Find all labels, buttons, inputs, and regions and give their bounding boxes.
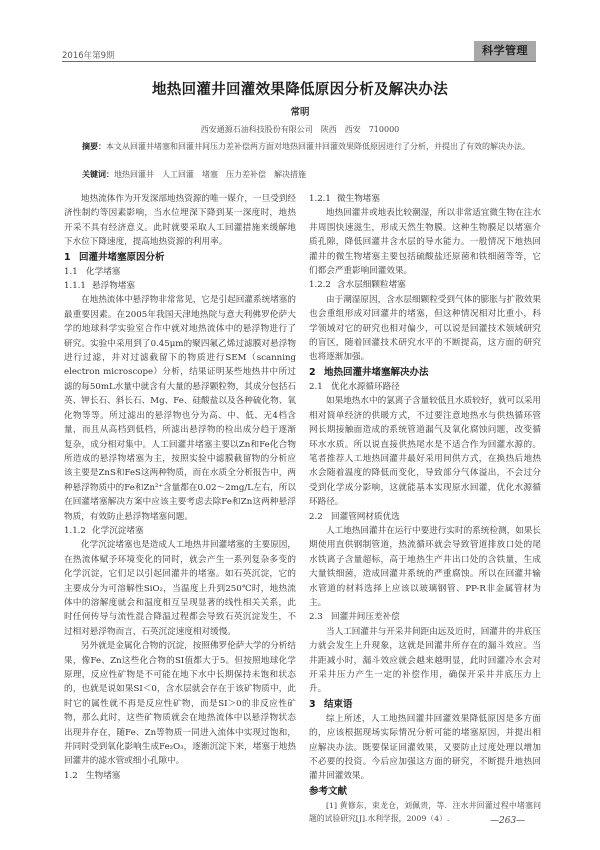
- abstract-label: 摘要：: [82, 142, 106, 151]
- intro-paragraph: 地热流体作为开发深部地热资源的唯一媒介，一旦受到经济性制约等因素影响，当水位埋深下降到某一深度时，地热开采不具有经济意义。此时就要采取人工回灌措施来缓解地下水位下降速度，提高地热资源的利用率。: [64, 194, 296, 248]
- author-name: 常明: [290, 107, 310, 118]
- paragraph-conclusion: 综上所述，人工地热回灌井回灌效果降低原因是多方面的，应该根据现场实际情况分析可能的堵塞原因，并提出相应解决办法。既要保证回灌效果，又要防止过度处理以增加不必要的投资。今后应加强这方面的研究，不断提升地热回灌井回灌效果。: [309, 713, 541, 782]
- heading-1-2-2: 1.2.2 含水层细颗粒堵塞: [309, 280, 406, 291]
- abstract-text: 本文从回灌井堵塞和回灌井间压力差补偿两方面对地热回灌井回灌效果降低原因进行了分析，并提出了有效的解决办法。: [106, 142, 530, 151]
- references-heading: 参考文献: [309, 785, 348, 797]
- paragraph-suspended: 在地热流体中悬浮物非常常见，它是引起回灌系统堵塞的最重要因素。在2005年我国天津地热院与意大利佛罗伦萨大学的地球科学实验室合作中就对地热流体中的悬浮物进行了研究。实验中采用到了0.45μm的聚四氟乙烯过滤膜对悬浮物进行过滤，并对过滤截留下的物质进行SEM（scanning electron microscope）分析，结果证明某些地热井中所过滤的每50mL水量中就含有大量的悬浮颗粒物，其成分包括石英、钾长石、斜长石、Mg、Fe、硅酸盐以及各种硫化物、氧化物等等。所过滤出的悬浮物也分为高、中、低、无4档含量，而且从高档到低档，所滤出悬浮物的检出成分趋于逐渐复杂，成分相对集中。人工回灌井堵塞主要以Zn和Fe化合物所造成的悬浮物堵塞为主，按照实验中滤膜截留物的分析应该主要是ZnS和FeS这两种物质，而在水质全分析报告中，两种悬浮物质中的Fe和Zn²⁺含量都在0.02～2mg/L左右，所以在回灌堵塞解决方案中应该主要考虑去除Fe和Zn这两种悬浮物质，有效防止悬浮物堵塞问题。: [64, 295, 296, 522]
- running-header: [62, 44, 536, 62]
- heading-1-1: 1.1 化学堵塞: [64, 266, 121, 277]
- keywords: [64, 168, 554, 182]
- heading-3: 3 结束语: [309, 698, 353, 710]
- paragraph-water-source: 如果地热水中的氯离子含量较低且水质较好，就可以采用相对简单经济的供暖方式，不过要注意地热水与供热循环管网长期接触面造成的系统管道漏气及氧化腐蚀问题，改变循环水水质。所以说直接供热尾水是不适合作为回灌水源的。笔者推荐人工地热回灌井最好采用间供方式，在换热后地热水会随着温度的降低而变化，导致部分气体溢出，不会过分受到化学成分影响，这就能基本实现原水回灌，优化水源循环路径。: [309, 396, 541, 508]
- heading-2-2: 2.2 回灌管网材质优选: [309, 511, 400, 522]
- heading-1: 1 回灌井堵塞原因分析: [64, 251, 165, 263]
- keywords-label: 关键词：: [82, 170, 114, 179]
- keywords-text: 地热回灌井 人工回灌 堵塞 压力差补偿 解决措施: [114, 170, 306, 179]
- heading-1-1-1: 1.1.1 悬浮物堵塞: [64, 281, 135, 292]
- left-column: [64, 192, 296, 783]
- article-title: 地热回灌井回灌效果降低原因分析及解决办法: [152, 82, 448, 98]
- paragraph-precipitation-2: 另外就是金属化合物的沉淀，按照佛罗伦萨大学的分析结果，像Fe、Zn这些化合物的SI值都大于5。但按照地球化学原理，反应性矿物是不可能在地下水中长期保持未饱和状态的，也就是说如果SI＜0，含水层就会存在于该矿物质中，此时它的属性就不再是反应性矿物，而是SI＞0的非反应性矿物，那么此时，这些矿物质就会在地热流体中以悬浮物状态出现并存在，随Fe、Zn等物质一同进入流体中实现过饱和，并同时受到氧化影响生成Fe₂O₃，逐渐沉淀下来，堵塞于地热回灌井的滤水管或细小孔隙中。: [64, 641, 296, 767]
- section-tag: 科学管理: [474, 41, 536, 61]
- abstract: [64, 140, 536, 154]
- heading-1-1-2: 1.1.2 化学沉淀堵塞: [64, 525, 144, 536]
- paragraph-precipitation-1: 化学沉淀堵塞也是造成人工地热井回灌堵塞的主要原因，在热流体赋予环境变化的同时，就会产生一系列复杂多变的化学沉淀，它们足以引起回灌井的堵塞。如石英沉淀，它的主要成分为可溶解性SiO₂，当温度上升到250℃时，地热流体中的溶解度就会和温度相互呈现显著的线性相关关系，此时任何传导与流性混合降温过程都会导致石英沉淀发生，不过相对悬浮物而言，石英沉淀速度相对缓慢。: [64, 540, 296, 637]
- paragraph-pipe: 人工地热回灌井在运行中要进行实时的系统检测，如果长期使用直供钢制管道，热流循环就会导致管道排放口处的尾水铁离子含量超标，高于地热生产井出口处的含铁量，生成大量铁细菌，造成回灌井系统的严重腐蚀。所以在回灌井输水管道的材料选择上应该以玻璃钢管、PP-R非金属管材为主。: [309, 525, 541, 608]
- page-number: —263—: [490, 816, 526, 826]
- issue-label: 2016年第9期: [62, 51, 115, 61]
- reference-item: [1] 黄修东，束龙仓，刘佩贵，等．注水井回灌过程中堵塞问题的试验研究[J].水利学报，2009（4）.: [309, 800, 541, 823]
- paragraph-microbe: 地热回灌井或地表比较潮湿，所以非常适宜微生物在注水井周围快速滋生，形成天然生物膜。这种生物膜足以堵塞介质孔隙，降低回灌井含水层的导水能力。一般情况下地热回灌井的微生物堵塞主要包括硫酸盐还原菌和铁细菌等等，它们都会严重影响回灌效果。: [309, 208, 541, 277]
- heading-1-2-1: 1.2.1 微生物堵塞: [309, 194, 380, 204]
- right-column: [309, 192, 541, 825]
- paragraph-pressure: 当人工回灌井与开采井间距由远及近时，回灌井的井底压力就会发生上升现象，这就是回灌井所存在的漏斗效应。当井距减小时，漏斗效应就会越来越明显，此时回灌冷水会对开采井压力产生一定的补偿作用，确保开采井井底压力上升。: [309, 626, 541, 695]
- paragraph-particle: 由于潮湿原因，含水层细颗粒受到气体的膨胀与扩散效果也会重组形成对回灌井的堵塞，但这种情况相对比重小，科学领域对它的研究也相对偏少，可以说是回灌技术领域研究的盲区，随着回灌技术研究水平的不断提高，这方面的研究也将逐渐加强。: [309, 294, 541, 363]
- heading-2-3: 2.3 回灌井间压差补偿: [309, 612, 400, 623]
- heading-1-2: 1.2 生物堵塞: [64, 770, 121, 781]
- heading-2: 2 地热回灌井堵塞解决办法: [309, 366, 429, 378]
- affiliation: 西安通源石油科技股份有限公司 陕西 西安 710000: [200, 125, 400, 134]
- heading-2-1: 2.1 优化水源循环路径: [309, 381, 400, 392]
